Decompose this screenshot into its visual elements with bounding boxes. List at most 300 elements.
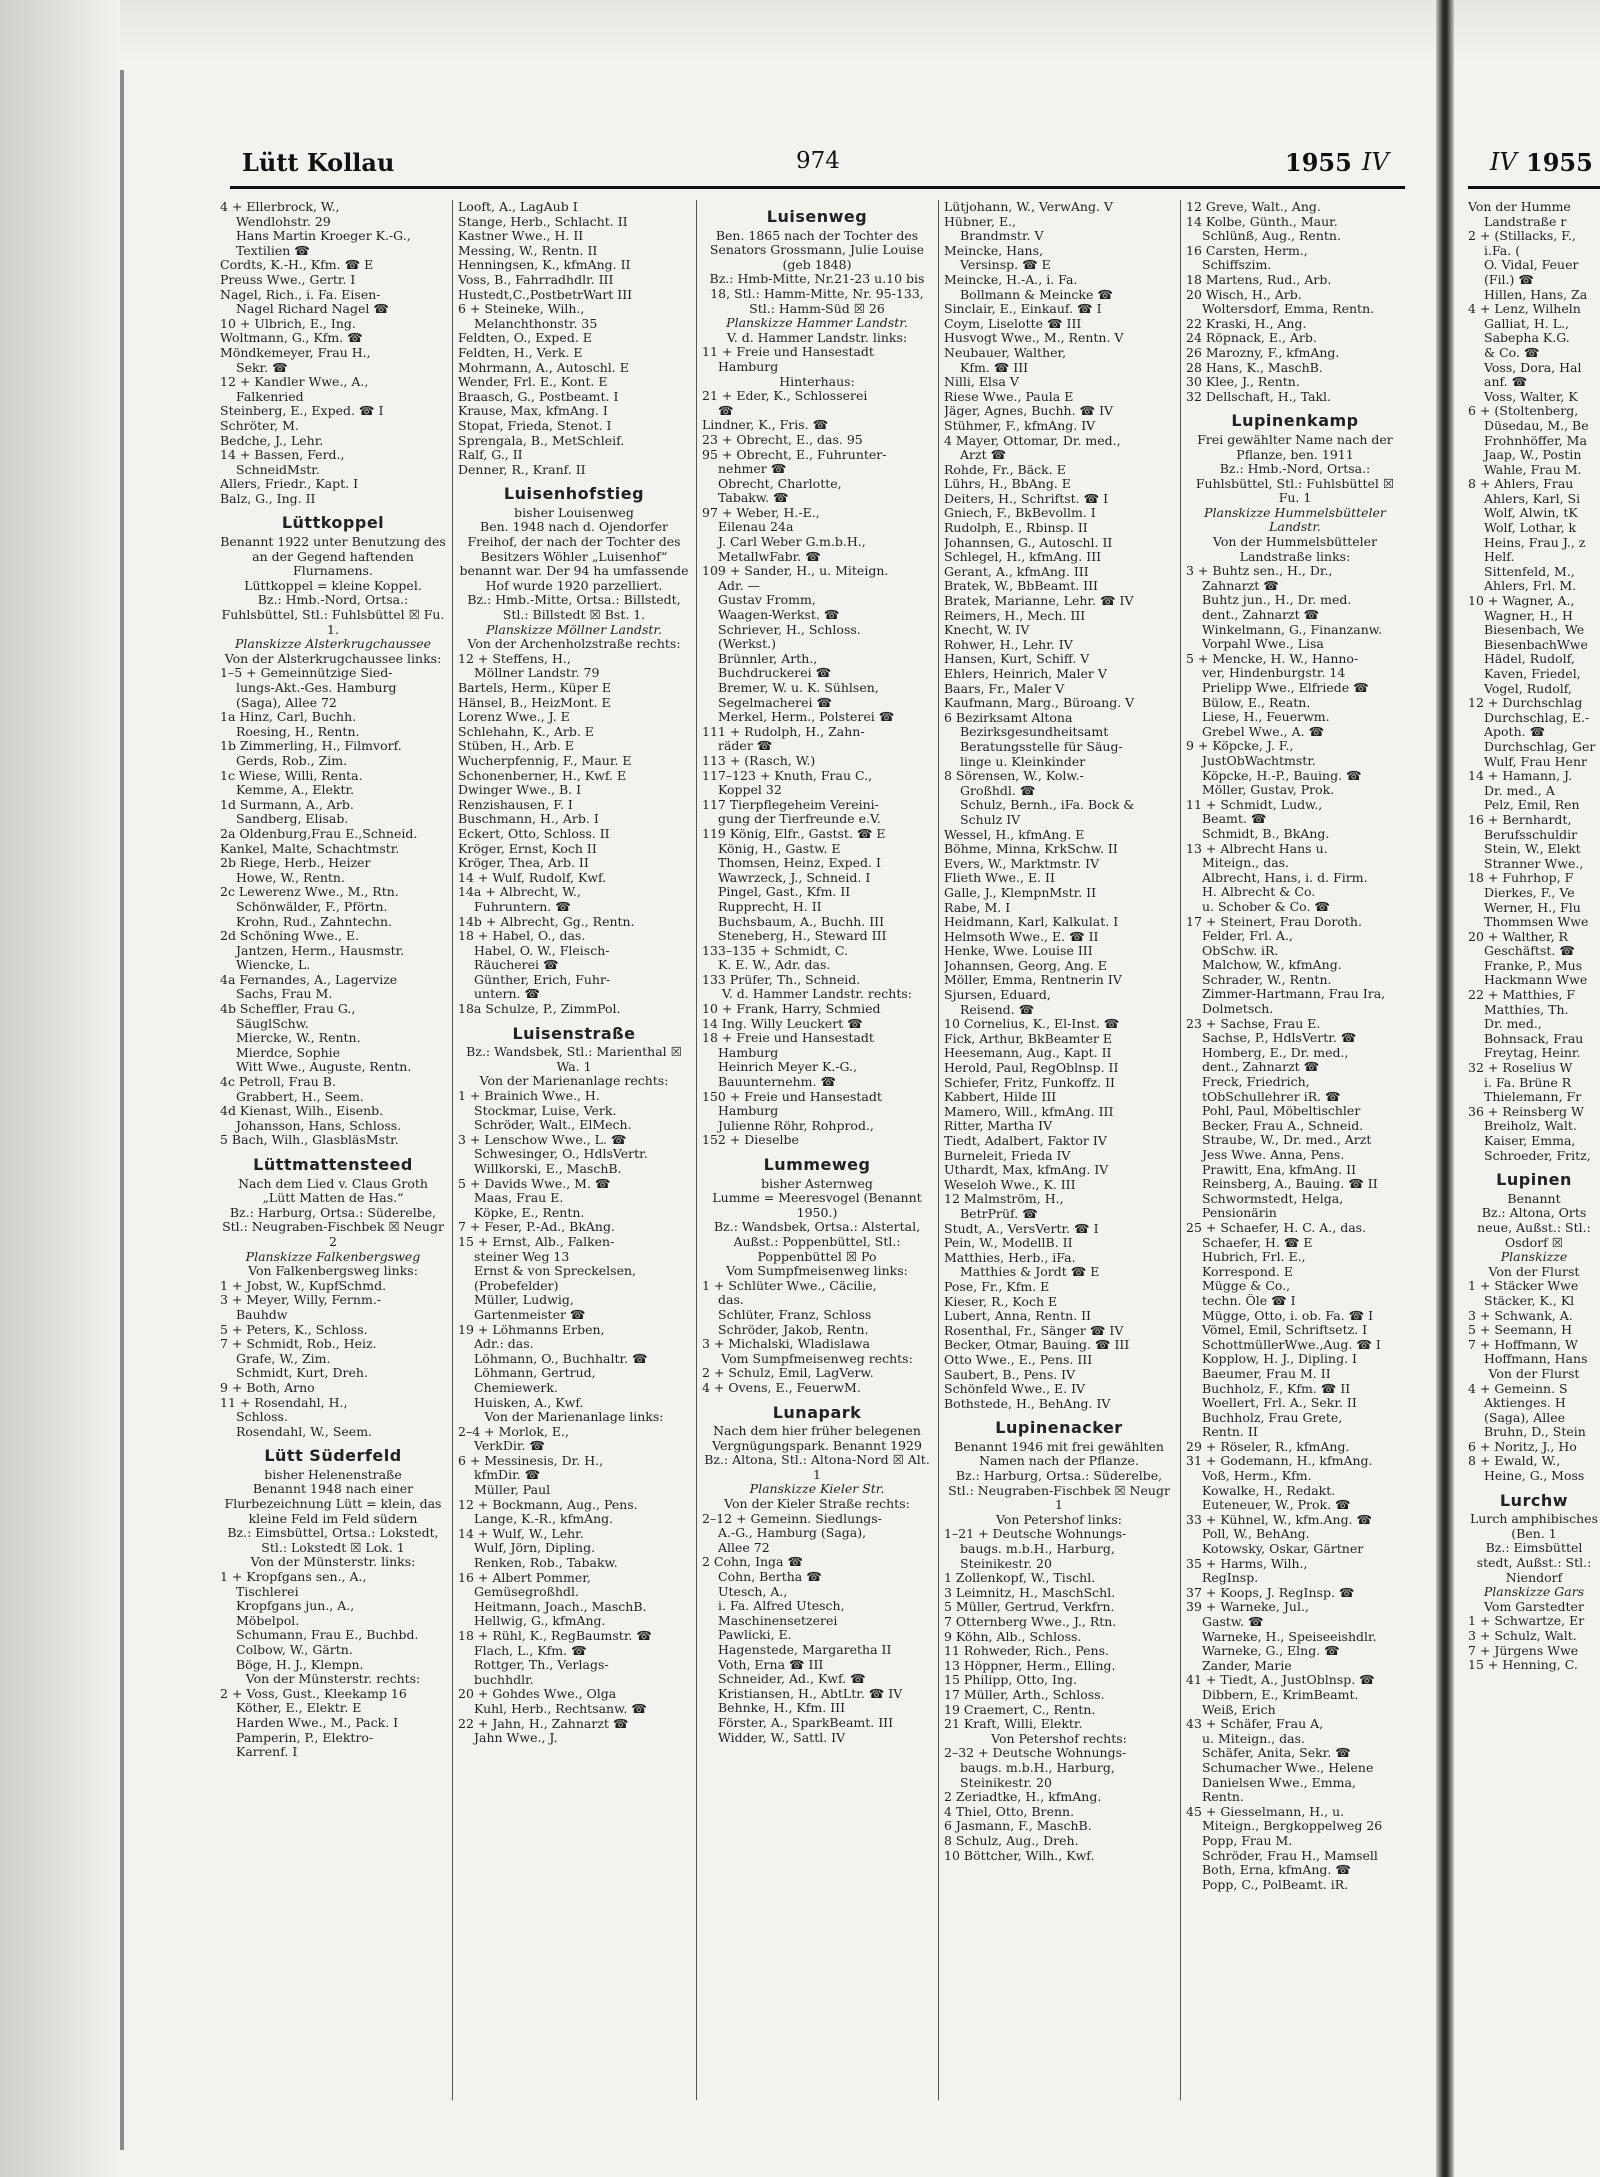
directory-entry: 45 + Giesselmann, H., u. [1186, 1804, 1345, 1819]
directory-entry: Buchdruckerei ☎ [718, 666, 832, 681]
directory-entry: Schröder, Walt., ElMech. [474, 1118, 632, 1133]
directory-entry: 117 Tierpflegeheim Vereini- [702, 797, 879, 812]
directory-entry: Herold, Paul, RegOblnsp. II [944, 1061, 1119, 1076]
directory-entry: Böhme, Minna, KrkSchw. II [944, 842, 1118, 857]
directory-entry: 8 + Ahlers, Frau [1468, 477, 1574, 492]
directory-entry: Pawlicki, E. [718, 1628, 792, 1643]
directory-entry: BiesenbachWwe [1484, 637, 1588, 652]
directory-entry: Bratek, Marianne, Lehr. ☎ IV [944, 594, 1134, 609]
street-note: Bz.: Wandsbek, Stl.: Marienthal ☒ Wa. 1 [466, 1044, 682, 1074]
directory-entry: 6 + Noritz, J., Ho [1468, 1439, 1577, 1454]
directory-entry: Sinclair, E., Einkauf. ☎ I [944, 302, 1102, 317]
directory-entry: 2 + Voss, Gust., Kleekamp 16 [220, 1686, 407, 1701]
plan-sketch-note: Planskizze Alsterkrugchaussee [234, 636, 432, 652]
directory-entry: Bothstede, H., BehAng. IV [944, 1396, 1111, 1411]
directory-entry: 39 + Warneke, Jul., [1186, 1600, 1309, 1615]
directory-entry: Helmsoth Wwe., E. ☎ II [944, 929, 1099, 944]
directory-entry: Kröger, Ernst, Koch II [458, 841, 597, 856]
directory-entry: Matthies & Jordt ☎ E [960, 1265, 1100, 1280]
directory-entry: Behnke, H., Kfm. III [718, 1701, 846, 1716]
directory-entry: Kotowsky, Oskar, Gärtner [1202, 1542, 1364, 1557]
directory-entry: 14 Ing. Willy Leuckert ☎ [702, 1016, 863, 1031]
directory-entry: Merkel, Herm., Polsterei ☎ [718, 710, 895, 725]
street-note: Benannt 1946 mit frei gewählten Namen nach der Pflanze. [954, 1438, 1164, 1469]
directory-entry: 35 + Harms, Wilh., [1186, 1556, 1308, 1571]
directory-entry: Preuss Wwe., Gertr. I [220, 272, 356, 287]
directory-entry: Rohde, Fr., Bäck. E [944, 462, 1066, 477]
street-note: Von der Alsterkrugchaussee links: [224, 650, 442, 666]
directory-entry: 25 + Schaefer, H. C. A., das. [1186, 1220, 1367, 1235]
street-heading: Lunapark [772, 1402, 862, 1422]
street-note: Bz.: Wandsbek, Ortsa.: Alstertal, Außst.: Poppenbüttel, Stl.: Poppenbüttel ☒ Po [713, 1219, 921, 1264]
directory-entry: SchottmüllerWwe.,Aug. ☎ I [1202, 1337, 1381, 1352]
directory-entry: 7 + Hoffmann, W [1468, 1337, 1578, 1352]
directory-entry: 3 Leimnitz, H., MaschSchl. [944, 1585, 1116, 1600]
directory-entry: baugs. m.b.H., Harburg, [960, 1542, 1115, 1557]
directory-entry: Vogel, Rudolf, [1484, 681, 1572, 696]
directory-entry: 32 + Roselius W [1468, 1061, 1573, 1076]
directory-entry: Mohrmann, A., Autoschl. E [458, 360, 629, 375]
directory-entry: Räucherei ☎ [474, 958, 559, 973]
directory-entry: Kankel, Malte, Schachtmstr. [220, 841, 400, 856]
directory-entry: Matthies, Herb., iFa. [944, 1250, 1076, 1265]
directory-entry: Hans Martin Kroeger K.-G., [236, 229, 411, 244]
directory-entry: 8 Schulz, Aug., Dreh. [944, 1833, 1079, 1848]
directory-entry: Maas, Frau E. [474, 1191, 564, 1206]
directory-entry: i.Fa. ( [1484, 243, 1521, 258]
directory-entry: Stäcker, K., Kl [1484, 1293, 1575, 1308]
directory-entry: Pensionärin [1202, 1206, 1277, 1221]
directory-entry: 1 + Schlüter Wwe., Cäcilie, [702, 1278, 877, 1293]
directory-entry: 16 Carsten, Herm., [1186, 243, 1308, 258]
directory-entry: Studt, A., VersVertr. ☎ I [944, 1221, 1099, 1236]
directory-entry: 4 Mayer, Ottomar, Dr. med., [944, 433, 1121, 448]
directory-entry: 18a Schulze, P., ZimmPol. [458, 1002, 621, 1017]
directory-entry: 150 + Freie und Hansestadt [702, 1089, 882, 1104]
directory-entry: 4 Thiel, Otto, Brenn. [944, 1804, 1075, 1819]
directory-entry: Galliat, H. L., [1484, 316, 1569, 331]
directory-entry: Schäfer, Anita, Sekr. ☎ [1202, 1746, 1351, 1761]
directory-entry: Thomsen, Heinz, Exped. I [718, 856, 881, 871]
directory-entry: 1 + Schwartze, Er [1468, 1614, 1585, 1629]
directory-entry: Gerant, A., kfmAng. III [944, 564, 1089, 579]
next-page-header-rule [1468, 186, 1600, 189]
directory-entry: Rabe, M. I [944, 900, 1011, 915]
scan-edge [0, 0, 1600, 62]
directory-entry: Pamperin, P., Elektro- [236, 1730, 374, 1745]
directory-entry: Looft, A., LagAub I [458, 200, 578, 214]
directory-entry: Dolmetsch. [1202, 1002, 1274, 1017]
directory-entry: Liese, H., Feuerwm. [1202, 710, 1330, 725]
street-note: Benannt 1948 nach einer Flurbezeichnung Lütt = klein, das kleine Feld im Feld südern [224, 1481, 442, 1526]
directory-entry: Becker, Otmar, Bauing. ☎ III [944, 1338, 1130, 1353]
directory-entry: Allee 72 [718, 1540, 770, 1555]
directory-entry: Schumann, Frau E., Buchbd. [236, 1628, 419, 1643]
directory-entry: Apoth. ☎ [1484, 725, 1546, 740]
directory-entry: Heitmann, Joach., MaschB. [474, 1599, 647, 1614]
street-note: Von Falkenbergsweg links: [248, 1263, 418, 1279]
directory-entry: Köther, E., Elektr. E [236, 1701, 362, 1716]
directory-entry: Jahn Wwe., J. [474, 1731, 558, 1746]
directory-entry: 3 + Schulz, Walt. [1468, 1629, 1577, 1643]
directory-entry: 5 Bach, Wilh., GlasbläsMstr. [220, 1133, 399, 1148]
directory-entry: Miteign., Bergkoppelweg 26 [1202, 1819, 1383, 1834]
directory-entry: Ahlers, Frl. M. [1484, 579, 1577, 594]
directory-entry: 20 + Gohdes Wwe., Olga [458, 1687, 617, 1702]
directory-entry: Bremer, W. u. K. Sühlsen, [718, 681, 879, 695]
directory-entry: Bohnsack, Frau [1484, 1031, 1584, 1046]
directory-entry: Wagner, H., H [1484, 608, 1573, 623]
directory-entry: Nagel Richard Nagel ☎ [236, 302, 389, 317]
directory-entry: 29 + Röseler, R., kfmAng. [1186, 1439, 1350, 1454]
directory-entry: Willkorski, E., MaschB. [474, 1162, 622, 1176]
directory-entry: Wucherpfennig, F., Maur. E [458, 753, 632, 768]
directory-entry: Mügge & Co., [1202, 1279, 1291, 1294]
directory-entry: 10 + Frank, Harry, Schmied [702, 1002, 881, 1017]
directory-entry: 1d Surmann, A., Arb. [220, 797, 354, 812]
street-note: Von der Kieler Straße rechts: [724, 1496, 910, 1512]
directory-entry: gung der Tierfreunde e.V. [718, 812, 881, 827]
directory-entry: 14 + Wulf, W., Lehr. [458, 1526, 584, 1541]
directory-entry: Cordts, K.-H., Kfm. ☎ E [220, 258, 374, 273]
directory-entry: Kowalke, H., Redakt. [1202, 1483, 1336, 1498]
directory-entry: 14 + Bassen, Ferd., [220, 448, 345, 463]
street-note: Vom Sumpfmeisenweg links: [726, 1263, 908, 1279]
directory-entry: 37 + Koops, J. RegInsp. ☎ [1186, 1585, 1355, 1600]
directory-entry: Freytag, Heinr. [1484, 1046, 1581, 1061]
directory-entry: Allers, Friedr., Kapt. I [220, 477, 359, 492]
directory-entry: 11 + Freie und Hansestadt [702, 345, 874, 360]
directory-entry: Maschinensetzerei [718, 1613, 838, 1628]
directory-entry: 5 + Peters, K., Schloss. [220, 1322, 368, 1337]
street-note: Benannt 1922 unter Benutzung des an der Gegend haftenden Flurnamens. [220, 534, 446, 579]
directory-entry: Gemüsegroßhdl. [474, 1585, 579, 1600]
book-edge-line [120, 70, 124, 2150]
directory-entry: 2 Cohn, Inga ☎ [702, 1555, 804, 1570]
directory-entry: 15 + Ernst, Alb., Falken- [458, 1234, 615, 1249]
column-3 [702, 200, 932, 1745]
street-note: Nach dem Lied v. Claus Groth „Lütt Matten de Has.“ [238, 1175, 428, 1206]
directory-entry: 14a + Albrecht, W., [458, 885, 581, 900]
directory-entry: Feldten, O., Exped. E [458, 331, 592, 346]
directory-entry: Adr. — [718, 578, 761, 593]
directory-entry: Chemiewerk. [474, 1380, 558, 1395]
directory-entry: Köpcke, H.-P., Bauing. ☎ [1202, 768, 1362, 783]
directory-entry: Sabepha K.G. [1484, 331, 1570, 346]
directory-entry: (Fil.) ☎ [1484, 272, 1534, 287]
directory-entry: 1–5 + Gemeinnützige Sied- [220, 666, 393, 681]
street-note: Von der Archenholzstraße rechts: [467, 636, 681, 652]
directory-entry: 21 Kraft, Willi, Elektr. [944, 1717, 1083, 1732]
directory-entry: 14b + Albrecht, Gg., Rentn. [458, 914, 635, 929]
directory-entry: Steneberg, H., Steward III [718, 929, 887, 944]
directory-entry: 7 + Schmidt, Rob., Heiz. [220, 1337, 377, 1352]
directory-entry: 12 + Kandler Wwe., A., [220, 375, 369, 390]
directory-entry: 113 + (Rasch, W.) [702, 753, 816, 768]
directory-entry: Wender, Frl. E., Kont. E [458, 375, 608, 390]
directory-entry: 20 + Walther, R [1468, 929, 1568, 944]
directory-entry: Both, Erna, kfmAng. ☎ [1202, 1863, 1351, 1878]
directory-entry: Kabbert, Hilde III [944, 1090, 1057, 1105]
directory-entry: 13 + Albrecht Hans u. [1186, 841, 1328, 856]
directory-entry: Braasch, G., Postbeamt. I [458, 389, 619, 404]
directory-entry: Schmidt, B., BkAng. [1202, 826, 1330, 841]
directory-entry: Dierkes, F., Ve [1484, 885, 1575, 900]
directory-entry: Stange, Herb., Schlacht. II [458, 214, 628, 229]
directory-entry: linge u. Kleinkinder [960, 754, 1086, 769]
directory-entry: 152 + Dieselbe [702, 1133, 799, 1148]
street-note: Nach dem hier früher belegenen Vergnügungspark. Benannt 1929 [712, 1423, 922, 1453]
directory-entry: 1c Wiese, Willi, Renta. [220, 768, 363, 783]
directory-entry: Krause, Max, kfmAng. I [458, 404, 608, 419]
directory-entry: Kaven, Friedel, [1484, 667, 1581, 681]
directory-entry: Brandmstr. V [960, 229, 1044, 244]
directory-entry: 11 + Schmidt, Ludw., [1186, 797, 1323, 812]
directory-entry: Frohnhöffer, Ma [1484, 433, 1587, 448]
directory-entry: Dwinger Wwe., B. I [458, 783, 582, 798]
directory-entry: Möbelpol. [236, 1613, 300, 1628]
street-note: Ben. 1865 nach der Tochter des Senators Grossmann, Julie Louise (geb 1848) [709, 227, 925, 272]
directory-entry: Reisend. ☎ [960, 1002, 1035, 1017]
directory-entry: Lubert, Anna, Rentn. II [944, 1309, 1091, 1324]
street-note: Frei gewählter Name nach der Pflanze, ben. 1911 [1197, 431, 1393, 462]
directory-entry: Landstraße r [1484, 214, 1567, 229]
directory-entry: Wolf, Alwin, tK [1484, 506, 1578, 521]
directory-entry: 17 + Steinert, Frau Doroth. [1186, 914, 1362, 929]
directory-entry: untern. ☎ [474, 987, 541, 1002]
directory-entry: Möllner Landstr. 79 [474, 666, 600, 681]
directory-entry: Heinrich Meyer K.-G., [718, 1060, 857, 1075]
directory-entry: Ritter, Martha IV [944, 1119, 1053, 1134]
street-note: Bz.: Harburg, Ortsa.: Süderelbe, Stl.: Neugraben-Fischbek ☒ Neugr 1 [948, 1468, 1170, 1513]
directory-entry: räder ☎ [718, 739, 773, 754]
directory-entry: Henke, Wwe. Louise III [944, 944, 1093, 959]
directory-entry: Coym, Liselotte ☎ III [944, 316, 1082, 331]
directory-entry: Steinberg, E., Exped. ☎ I [220, 404, 384, 419]
column-rule [938, 200, 939, 2100]
street-note: Vom Garstedter [1484, 1598, 1584, 1614]
street-note: Bz.: Hmb-Mitte, Nr.21-23 u.10 bis 18, Stl.: Hamm-Mitte, Nr. 95-133, Stl.: Hamm-Süd ☒ 26 [709, 271, 925, 316]
directory-entry: Woltmann, G., Kfm. ☎ [220, 331, 363, 346]
directory-entry: Grabbert, H., Seem. [236, 1089, 364, 1104]
directory-entry: Müller, Ludwig, [474, 1293, 574, 1308]
directory-entry: 4 + Ovens, E., FeuerwM. [702, 1380, 861, 1395]
directory-entry: Kaufmann, Marg., Büroang. V [944, 696, 1135, 711]
directory-entry: Mügge, Otto, i. ob. Fa. ☎ I [1202, 1308, 1374, 1323]
directory-entry: nehmer ☎ [718, 462, 787, 477]
directory-entry: 6 Jasmann, F., MaschB. [944, 1819, 1092, 1834]
directory-entry: Löhmann, O., Buchhaltr. ☎ [474, 1351, 648, 1366]
directory-entry: König, H., Gastw. E [718, 841, 841, 856]
directory-entry: Kemme, A., Elektr. [236, 783, 355, 798]
directory-entry: Melanchthonstr. 35 [474, 316, 598, 331]
directory-entry: Schröder, Frau H., Mamsell [1202, 1848, 1378, 1863]
plan-sketch-note: Planskizze Möllner Landstr. [486, 621, 662, 637]
directory-entry: Wulf, Jörn, Dipling. [474, 1541, 596, 1556]
directory-entry: Sandberg, Elisab. [236, 812, 349, 827]
directory-entry: Fick, Arthur, BkBeamter E [944, 1031, 1113, 1046]
directory-entry: 20 Wisch, H., Arb. [1186, 287, 1302, 302]
directory-entry: Schwormstedt, Helga, [1202, 1191, 1344, 1206]
directory-entry: Schönwälder, F., Pförtn. [236, 899, 388, 914]
column-5 [1186, 200, 1404, 1892]
street-note: bisher Louisenweg [514, 504, 634, 520]
directory-entry: Schonenberner, H., Kwf. E [458, 768, 627, 783]
directory-entry: Albrecht, Hans, i. d. Firm. [1202, 870, 1368, 885]
directory-entry: Bratek, W., BbBeamt. III [944, 579, 1098, 594]
street-note: bisher Asternweg [761, 1175, 873, 1191]
directory-entry: K. E. W., Adr. das. [718, 958, 831, 973]
plan-sketch-note: Planskizze Hammer Landstr. [726, 315, 908, 331]
street-note: Von der Flurst [1488, 1365, 1580, 1381]
directory-entry: 6 Bezirksamt Altona [944, 710, 1073, 725]
directory-entry: 18 + Freie und Hansestadt [702, 1031, 874, 1046]
directory-entry: Hellwig, G., kfmAng. [474, 1614, 606, 1629]
directory-entry: Voss, Dora, Hal [1484, 360, 1582, 375]
directory-entry: Förster, A., SparkBeamt. III [718, 1715, 894, 1730]
directory-entry: Lührs, H., BbAng. E [944, 477, 1071, 492]
directory-entry: 2 + (Stillacks, F., [1468, 229, 1576, 244]
directory-entry: Hustedt,C.,PostbetrWart III [458, 287, 633, 302]
directory-entry: Mamero, Will., kfmAng. III [944, 1104, 1114, 1119]
directory-entry: 32 Dellschaft, H., Takl. [1186, 389, 1331, 404]
directory-entry: Nilli, Elsa V [944, 375, 1019, 390]
directory-entry: Kieser, R., Koch E [944, 1294, 1058, 1309]
directory-entry: Dr. med., [1484, 1017, 1542, 1032]
street-note: Vom Sumpfmeisenweg rechts: [721, 1350, 913, 1366]
directory-entry: Schaefer, H. ☎ E [1202, 1235, 1313, 1250]
directory-entry: (Saga), Allee [1484, 1410, 1565, 1425]
street-note: Bz.: Altona, Orts neue, Außst.: Stl.: Osdorf ☒ [1477, 1205, 1591, 1250]
directory-entry: Jantzen, Herm., Hausmstr. [236, 943, 405, 958]
directory-entry: steiner Weg 13 [474, 1249, 570, 1264]
street-note: Von Petershof rechts: [991, 1730, 1127, 1746]
directory-entry: 36 + Reinsberg W [1468, 1104, 1584, 1119]
street-note: V. d. Hammer Landstr. links: [726, 329, 908, 345]
directory-entry: Bauunternehm. ☎ [718, 1075, 837, 1090]
directory-entry: Textilien ☎ [236, 243, 310, 258]
directory-entry: Gustav Fromm, [718, 593, 816, 608]
directory-entry: Warneke, G., Elng. ☎ [1202, 1644, 1340, 1659]
directory-entry: Rottger, Th., Verlags- [474, 1658, 609, 1673]
directory-entry: ☎ [718, 403, 734, 418]
directory-entry: 5 Müller, Gertrud, Verkfrn. [944, 1600, 1115, 1615]
directory-entry: u. Schober & Co. ☎ [1202, 899, 1330, 914]
street-heading: Luisenweg [766, 207, 868, 226]
column-2 [458, 200, 690, 1746]
directory-entry: Wawrzeck, J., Schneid. I [718, 870, 871, 885]
directory-entry: Hansen, Kurt, Schiff. V [944, 652, 1090, 667]
directory-entry: 9 + Köpcke, J. F., [1186, 739, 1294, 754]
directory-entry: Utesch, A., [718, 1584, 788, 1599]
directory-entry: Flieth Wwe., E. II [944, 871, 1055, 886]
directory-entry: Pein, W., ModellB. II [944, 1236, 1073, 1251]
directory-entry: 4 + Gemeinn. S [1468, 1381, 1568, 1396]
directory-entry: Schriever, H., Schloss. [718, 622, 861, 637]
directory-entry: 21 + Eder, K., Schlosserei [702, 389, 868, 404]
column-rule [452, 200, 453, 2100]
directory-entry: 22 Kraski, H., Ang. [1186, 316, 1307, 331]
directory-entry: Eilenau 24a [718, 520, 794, 535]
directory-entry: Buchholz, F., Kfm. ☎ II [1202, 1381, 1351, 1396]
directory-entry: lungs-Akt.-Ges. Hamburg [236, 681, 397, 695]
directory-entry: JustObWachtmstr. [1202, 753, 1316, 768]
directory-entry: Schlehahn, K., Arb. E [458, 724, 594, 739]
directory-entry: 24 Röpnack, E., Arb. [1186, 331, 1317, 346]
directory-entry: Aktienges. H [1484, 1396, 1566, 1411]
directory-entry: 117–123 + Knuth, Frau C., [702, 768, 873, 783]
directory-entry: Hackmann Wwe [1484, 973, 1588, 988]
directory-entry: Pelz, Emil, Ren [1484, 798, 1580, 813]
plan-sketch-note: Planskizze Hummelsbütteler Landstr. [1204, 504, 1386, 535]
street-heading: Lütt Süderfeld [264, 1446, 402, 1466]
directory-entry: Heine, G., Moss [1484, 1469, 1585, 1484]
directory-entry: Wessel, H., kfmAng. E [944, 827, 1085, 842]
directory-entry: Schloss. [236, 1410, 288, 1425]
directory-entry: Tabakw. ☎ [718, 491, 789, 506]
directory-entry: Steinikestr. 20 [960, 1556, 1052, 1571]
directory-entry: Voth, Erna ☎ III [718, 1657, 824, 1672]
directory-entry: Köpke, E., Rentn. [474, 1205, 585, 1220]
directory-entry: Bezirksgesundheitsamt [960, 725, 1109, 740]
directory-entry: Vömel, Emil, Schriftsetz. I [1202, 1323, 1368, 1338]
directory-entry: Kuhl, Herb., Rechtsanw. ☎ [474, 1701, 647, 1716]
directory-entry: Balz, G., Ing. II [220, 491, 316, 506]
directory-entry: Rudolph, E., Rbinsp. II [944, 521, 1088, 536]
directory-entry: Möller, Emma, Rentnerin IV [944, 973, 1122, 988]
directory-entry: Henningsen, K., kfmAng. II [458, 258, 631, 273]
directory-entry: 18 Martens, Rud., Arb. [1186, 272, 1332, 287]
directory-entry: Julienne Röhr, Rohprod., [718, 1118, 874, 1133]
directory-entry: Habel, O. W., Fleisch- [474, 943, 610, 958]
directory-entry: Sachse, P., HdlsVertr. ☎ [1202, 1031, 1357, 1046]
page-shadow [0, 0, 120, 2177]
directory-entry: Sachs, Frau M. [236, 987, 333, 1002]
directory-entry: Otto Wwe., E., Pens. III [944, 1352, 1093, 1367]
directory-entry: 1 + Stäcker Wwe [1468, 1279, 1579, 1294]
directory-entry: Karrenf. I [236, 1745, 298, 1760]
directory-entry: Schmidt, Kurt, Dreh. [236, 1366, 368, 1381]
directory-entry: Müller, Paul [474, 1483, 551, 1498]
directory-entry: Schiffszim. [1202, 258, 1272, 273]
directory-entry: Deiters, H., Schriftst. ☎ I [944, 491, 1109, 506]
directory-entry: 9 + Both, Arno [220, 1380, 315, 1395]
directory-entry: Miercke, W., Rentn. [236, 1031, 361, 1046]
directory-entry: Renzishausen, F. I [458, 797, 573, 812]
directory-entry: 9 Köhn, Alb., Schloss. [944, 1629, 1082, 1644]
directory-entry: 12 Malmström, H., [944, 1192, 1064, 1207]
directory-entry: i. Fa. Brüne R [1484, 1075, 1572, 1090]
street-heading: Lummeweg [763, 1155, 871, 1174]
directory-entry: Baars, Fr., Maler V [944, 681, 1065, 696]
directory-entry: Thommsen Wwe [1484, 915, 1589, 930]
directory-entry: Thielemann, Fr [1484, 1090, 1582, 1105]
directory-entry: Bruhn, D., Stein [1484, 1425, 1586, 1440]
directory-entry: Buhtz jun., H., Dr. med. [1202, 593, 1352, 608]
street-note: Lüttkoppel = kleine Koppel. [244, 577, 422, 593]
directory-entry: Versinsp. ☎ E [960, 258, 1051, 273]
directory-entry: Löhmann, Gertrud, [474, 1366, 596, 1381]
directory-entry: Mierdce, Sophie [236, 1045, 341, 1060]
directory-entry: 2–32 + Deutsche Wohnungs- [944, 1746, 1127, 1761]
directory-entry: 10 + Wagner, A., [1468, 594, 1575, 609]
directory-entry: Meincke, H.-A., i. Fa. [944, 272, 1078, 287]
directory-entry: Schiefer, Fritz, Funkoffz. II [944, 1075, 1115, 1090]
street-heading: Luisenstraße [512, 1023, 636, 1043]
directory-entry: Dr. med., A [1484, 783, 1555, 798]
directory-entry: Zander, Marie [1202, 1658, 1292, 1673]
street-note: Von der Marienanlage rechts: [479, 1073, 669, 1089]
